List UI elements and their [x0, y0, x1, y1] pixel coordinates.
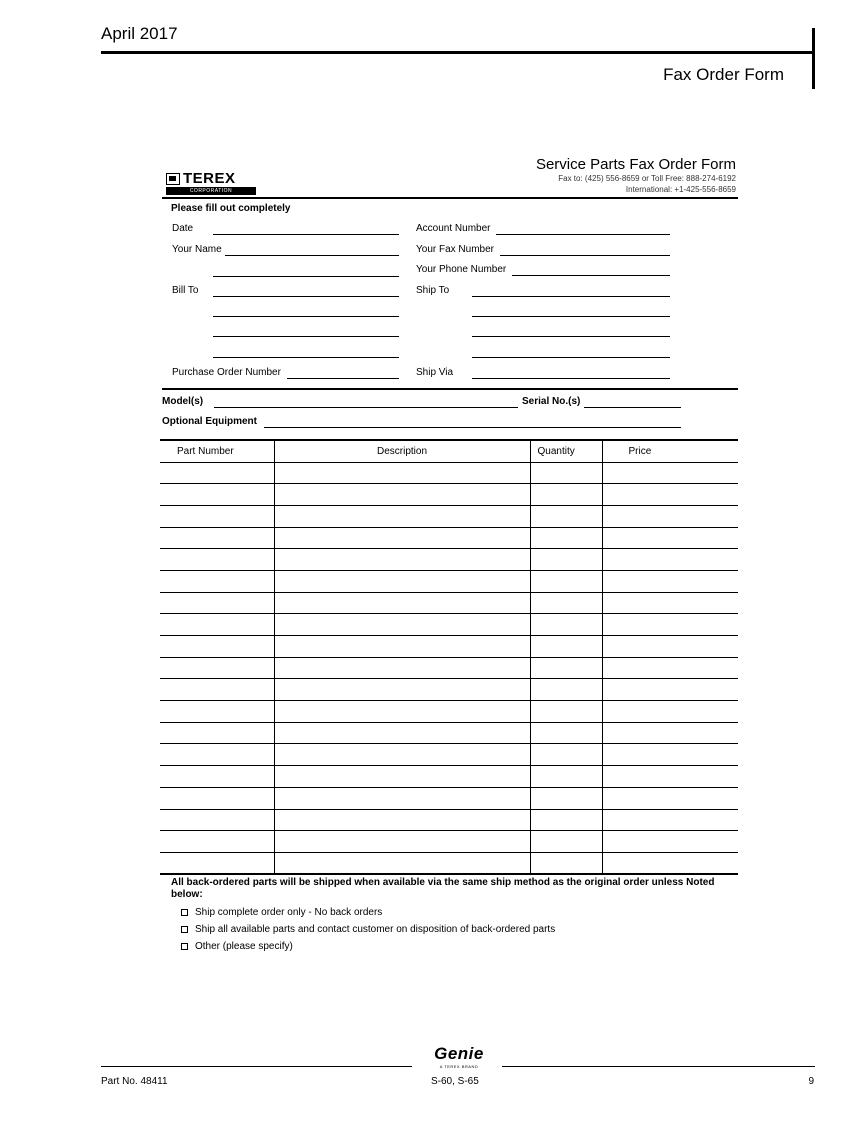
table-row — [160, 592, 738, 614]
part-number-cell[interactable] — [160, 570, 274, 592]
models-field[interactable] — [214, 407, 518, 408]
description-cell[interactable] — [274, 592, 530, 614]
quantity-cell[interactable] — [530, 527, 602, 549]
description-cell[interactable] — [274, 722, 530, 744]
option-other[interactable] — [181, 941, 293, 952]
part-number-cell[interactable] — [160, 744, 274, 766]
option-label: Ship complete order only - No back orders — [195, 907, 383, 918]
quantity-cell[interactable] — [530, 570, 602, 592]
your-phone-field[interactable] — [512, 275, 670, 276]
option-ship-complete[interactable] — [181, 907, 382, 918]
ship-to-field-1[interactable] — [472, 296, 670, 297]
form-top-rule — [162, 197, 738, 199]
part-number-cell[interactable] — [160, 852, 274, 874]
part-number-cell[interactable] — [160, 657, 274, 679]
part-number-cell[interactable] — [160, 484, 274, 506]
part-number-cell[interactable] — [160, 809, 274, 831]
quantity-cell[interactable] — [530, 852, 602, 874]
price-cell[interactable] — [602, 831, 738, 853]
quantity-cell[interactable] — [530, 722, 602, 744]
your-name-label: Your Name — [172, 244, 222, 255]
option-ship-available[interactable] — [181, 924, 555, 935]
page-number: 9 — [808, 1076, 814, 1087]
table-row — [160, 614, 738, 636]
terex-logo-sub: CORPORATION — [166, 187, 256, 195]
table-row — [160, 462, 738, 484]
genie-logo-word: Genie — [434, 1044, 484, 1063]
price-cell[interactable] — [602, 679, 738, 701]
quantity-cell[interactable] — [530, 744, 602, 766]
footer-models: S-60, S-65 — [431, 1076, 479, 1087]
price-cell[interactable] — [602, 549, 738, 571]
terex-logo-word: TEREX — [183, 170, 236, 187]
quantity-cell[interactable] — [530, 766, 602, 788]
form-title: Service Parts Fax Order Form — [535, 156, 736, 173]
quantity-cell[interactable] — [530, 549, 602, 571]
part-number-cell[interactable] — [160, 505, 274, 527]
description-cell[interactable] — [274, 679, 530, 701]
quantity-cell[interactable] — [530, 787, 602, 809]
description-cell[interactable] — [274, 484, 530, 506]
col-description: Description — [274, 440, 530, 462]
table-row — [160, 722, 738, 744]
fax-order-form — [160, 150, 738, 960]
price-cell[interactable] — [602, 527, 738, 549]
bill-to-field-3[interactable] — [213, 336, 399, 337]
purchase-order-field[interactable] — [287, 378, 399, 379]
price-cell[interactable] — [602, 462, 738, 484]
description-cell[interactable] — [274, 809, 530, 831]
price-cell[interactable] — [602, 505, 738, 527]
header-vertical-rule — [812, 28, 815, 89]
description-cell[interactable] — [274, 701, 530, 723]
option-label: Ship all available parts and contact customer on disposition of back-ordered parts — [195, 924, 556, 935]
form-instruction: Please fill out completely — [171, 203, 291, 214]
part-number-cell[interactable] — [160, 787, 274, 809]
table-row — [160, 831, 738, 853]
optional-equipment-field[interactable] — [264, 427, 681, 428]
quantity-cell[interactable] — [530, 831, 602, 853]
header-rule — [101, 51, 814, 54]
price-cell[interactable] — [602, 852, 738, 874]
date-field[interactable] — [213, 234, 399, 235]
quantity-cell[interactable] — [530, 636, 602, 658]
quantity-cell[interactable] — [530, 505, 602, 527]
price-cell[interactable] — [602, 744, 738, 766]
ship-to-label: Ship To — [416, 285, 450, 296]
table-row — [160, 527, 738, 549]
table-row — [160, 766, 738, 788]
table-row — [160, 549, 738, 571]
quantity-cell[interactable] — [530, 679, 602, 701]
quantity-cell[interactable] — [530, 809, 602, 831]
part-number-cell[interactable] — [160, 722, 274, 744]
description-cell[interactable] — [274, 462, 530, 484]
your-name-field-2[interactable] — [213, 276, 399, 277]
col-quantity: Quantity — [530, 440, 602, 462]
table-row — [160, 744, 738, 766]
quantity-cell[interactable] — [530, 592, 602, 614]
part-number-cell[interactable] — [160, 549, 274, 571]
serial-label: Serial No.(s) — [522, 396, 581, 407]
international-number: International: +1-425-556-8659 — [625, 185, 736, 194]
terex-mark-icon — [166, 173, 180, 185]
ship-via-field[interactable] — [472, 378, 670, 379]
part-number: Part No. 48411 — [101, 1076, 168, 1087]
description-cell[interactable] — [274, 831, 530, 853]
table-row — [160, 636, 738, 658]
models-label: Model(s) — [162, 396, 204, 407]
parts-table — [160, 439, 738, 875]
part-number-cell[interactable] — [160, 766, 274, 788]
price-cell[interactable] — [602, 809, 738, 831]
account-number-label: Account Number — [416, 223, 491, 234]
ship-to-field-4[interactable] — [472, 357, 670, 358]
price-cell[interactable] — [602, 614, 738, 636]
description-cell[interactable] — [274, 527, 530, 549]
your-fax-field[interactable] — [500, 255, 670, 256]
part-number-cell[interactable] — [160, 462, 274, 484]
part-number-cell[interactable] — [160, 831, 274, 853]
purchase-order-label: Purchase Order Number — [172, 367, 281, 378]
part-number-cell[interactable] — [160, 701, 274, 723]
bill-to-field-2[interactable] — [213, 316, 399, 317]
checkbox-icon[interactable] — [181, 943, 188, 950]
quantity-cell[interactable] — [530, 614, 602, 636]
fax-numbers: Fax to: (425) 556-8659 or Toll Free: 888-274-6192 — [558, 174, 736, 183]
form-mid-rule — [162, 388, 738, 390]
description-cell[interactable] — [274, 570, 530, 592]
option-label: Other (please specify) — [195, 941, 293, 952]
col-price: Price — [602, 440, 738, 462]
description-cell[interactable] — [274, 505, 530, 527]
price-cell[interactable] — [602, 592, 738, 614]
part-number-cell[interactable] — [160, 614, 274, 636]
quantity-cell[interactable] — [530, 484, 602, 506]
price-cell[interactable] — [602, 657, 738, 679]
quantity-cell[interactable] — [530, 657, 602, 679]
your-phone-label: Your Phone Number — [416, 264, 507, 275]
col-part-number: Part Number — [160, 440, 274, 462]
quantity-cell[interactable] — [530, 462, 602, 484]
table-row — [160, 484, 738, 506]
footer-rule-right — [502, 1066, 815, 1067]
parts-table-body — [160, 462, 738, 874]
table-row — [160, 570, 738, 592]
description-cell[interactable] — [274, 852, 530, 874]
terex-logo — [166, 172, 256, 196]
description-cell[interactable] — [274, 657, 530, 679]
quantity-cell[interactable] — [530, 701, 602, 723]
table-row — [160, 701, 738, 723]
serial-field[interactable] — [584, 407, 681, 408]
section-title: Fax Order Form — [663, 65, 784, 84]
bill-to-field-4[interactable] — [213, 357, 399, 358]
description-cell[interactable] — [274, 787, 530, 809]
ship-to-field-3[interactable] — [472, 336, 670, 337]
part-number-cell[interactable] — [160, 679, 274, 701]
table-row — [160, 679, 738, 701]
description-cell[interactable] — [274, 636, 530, 658]
back-order-notice: All back-ordered parts will be shipped when available via the same ship method as the original order unless Noted below: — [171, 877, 715, 900]
bill-to-field-1[interactable] — [213, 296, 399, 297]
table-row — [160, 809, 738, 831]
your-fax-label: Your Fax Number — [416, 244, 494, 255]
price-cell[interactable] — [602, 701, 738, 723]
parts-table-header — [160, 440, 738, 462]
ship-to-field-2[interactable] — [472, 316, 670, 317]
description-cell[interactable] — [274, 549, 530, 571]
price-cell[interactable] — [602, 766, 738, 788]
price-cell[interactable] — [602, 636, 738, 658]
description-cell[interactable] — [274, 744, 530, 766]
price-cell[interactable] — [602, 787, 738, 809]
description-cell[interactable] — [274, 766, 530, 788]
part-number-cell[interactable] — [160, 527, 274, 549]
price-cell[interactable] — [602, 570, 738, 592]
genie-logo-sub: A TEREX BRAND — [439, 1064, 479, 1069]
price-cell[interactable] — [602, 722, 738, 744]
table-row — [160, 505, 738, 527]
table-row — [160, 657, 738, 679]
table-row — [160, 852, 738, 874]
part-number-cell[interactable] — [160, 636, 274, 658]
genie-logo — [429, 1044, 489, 1070]
footer-rule-left — [101, 1066, 412, 1067]
ship-via-label: Ship Via — [416, 367, 454, 378]
your-name-field[interactable] — [225, 255, 399, 256]
checkbox-icon[interactable] — [181, 926, 188, 933]
part-number-cell[interactable] — [160, 592, 274, 614]
price-cell[interactable] — [602, 484, 738, 506]
table-row — [160, 787, 738, 809]
description-cell[interactable] — [274, 614, 530, 636]
checkbox-icon[interactable] — [181, 909, 188, 916]
account-number-field[interactable] — [496, 234, 670, 235]
date-label: Date — [172, 223, 194, 234]
bill-to-label: Bill To — [172, 285, 199, 296]
page-date: April 2017 — [101, 24, 178, 43]
optional-equipment-label: Optional Equipment — [162, 416, 257, 427]
